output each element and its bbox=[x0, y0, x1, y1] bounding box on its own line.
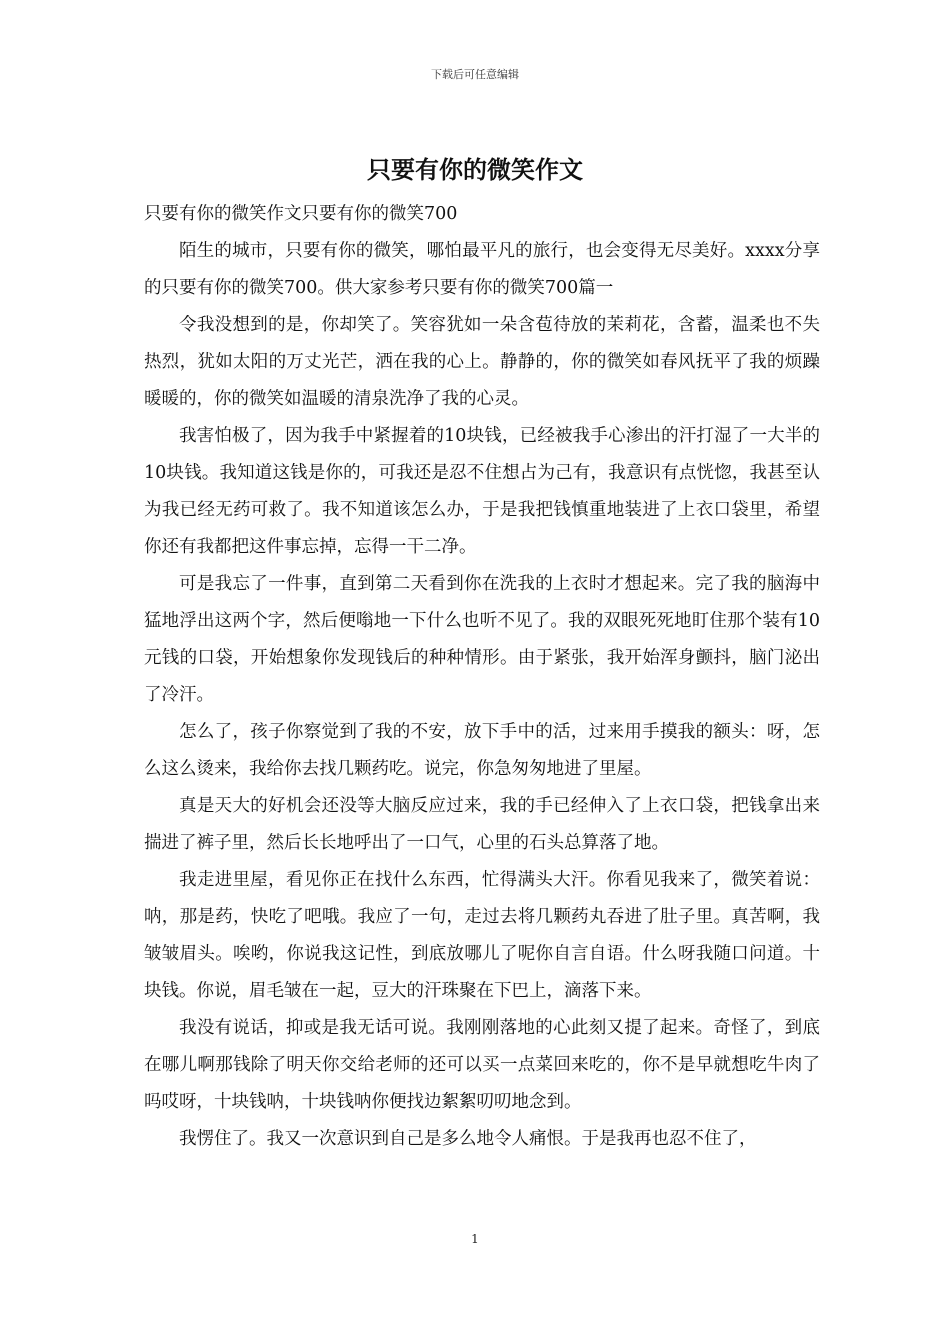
paragraph: 怎么了，孩子你察觉到了我的不安，放下手中的活，过来用手摸我的额头：呀，怎么这么烫来，我给你去找几颗药吃。说完，你急匆匆地进了里屋。 bbox=[144, 722, 820, 779]
paragraph: 可是我忘了一件事，直到第二天看到你在洗我的上衣时才想起来。完了我的脑海中猛地浮出这两个字，然后便嗡地一下什么也听不见了。我的双眼死死地盯住那个装有10元钱的口袋，开始想象你发现钱后的种种情形。由于紧张，我开始浑身颤抖，脑门泌出了冷汗。 bbox=[144, 574, 820, 705]
paragraph: 我愣住了。我又一次意识到自己是多么地令人痛恨。于是我再也忍不住了， bbox=[179, 1129, 757, 1149]
page-number: 1 bbox=[471, 1232, 479, 1246]
paragraph: 我没有说话，抑或是我无话可说。我刚刚落地的心此刻又提了起来。奇怪了，到底在哪儿啊那钱除了明天你交给老师的还可以买一点菜回来吃的，你不是早就想吃牛肉了吗哎呀，十块钱呐，十块钱呐你便找边絮絮叨叨地念到。 bbox=[144, 1018, 820, 1112]
subtitle-line: 只要有你的微笑作文只要有你的微笑700 bbox=[144, 204, 458, 224]
paragraph: 陌生的城市，只要有你的微笑，哪怕最平凡的旅行，也会变得无尽美好。xxxx分享的只要有你的微笑700。供大家参考只要有你的微笑700篇一 bbox=[144, 241, 820, 298]
page-header-note: 下载后可任意编辑 bbox=[431, 68, 519, 81]
paragraph: 令我没想到的是，你却笑了。笑容犹如一朵含苞待放的茉莉花，含蓄，温柔也不失热烈，犹如太阳的万丈光芒，洒在我的心上。静静的，你的微笑如春风抚平了我的烦躁暖暖的，你的微笑如温暖的清泉洗净了我的心灵。 bbox=[144, 315, 820, 409]
paragraph: 我走进里屋，看见你正在找什么东西，忙得满头大汗。你看见我来了，微笑着说：呐，那是药，快吃了吧哦。我应了一句，走过去将几颗药丸吞进了肚子里。真苦啊，我皱皱眉头。唉哟，你说我这记性，到底放哪儿了呢你自言自语。什么呀我随口问道。十块钱。你说，眉毛皱在一起，豆大的汗珠聚在下巴上，滴落下来。 bbox=[144, 870, 820, 1001]
paragraph: 我害怕极了，因为我手中紧握着的10块钱，已经被我手心渗出的汗打湿了一大半的10块钱。我知道这钱是你的，可我还是忍不住想占为己有，我意识有点恍惚，我甚至认为我已经无药可救了。我不知道该怎么办，于是我把钱慎重地装进了上衣口袋里，希望你还有我都把这件事忘掉，忘得一干二净。 bbox=[144, 426, 820, 557]
paragraph: 真是天大的好机会还没等大脑反应过来，我的手已经伸入了上衣口袋，把钱拿出来揣进了裤子里，然后长长地呼出了一口气，心里的石头总算落了地。 bbox=[144, 796, 820, 853]
document-title: 只要有你的微笑作文 bbox=[367, 155, 583, 184]
document-body bbox=[144, 196, 820, 1158]
